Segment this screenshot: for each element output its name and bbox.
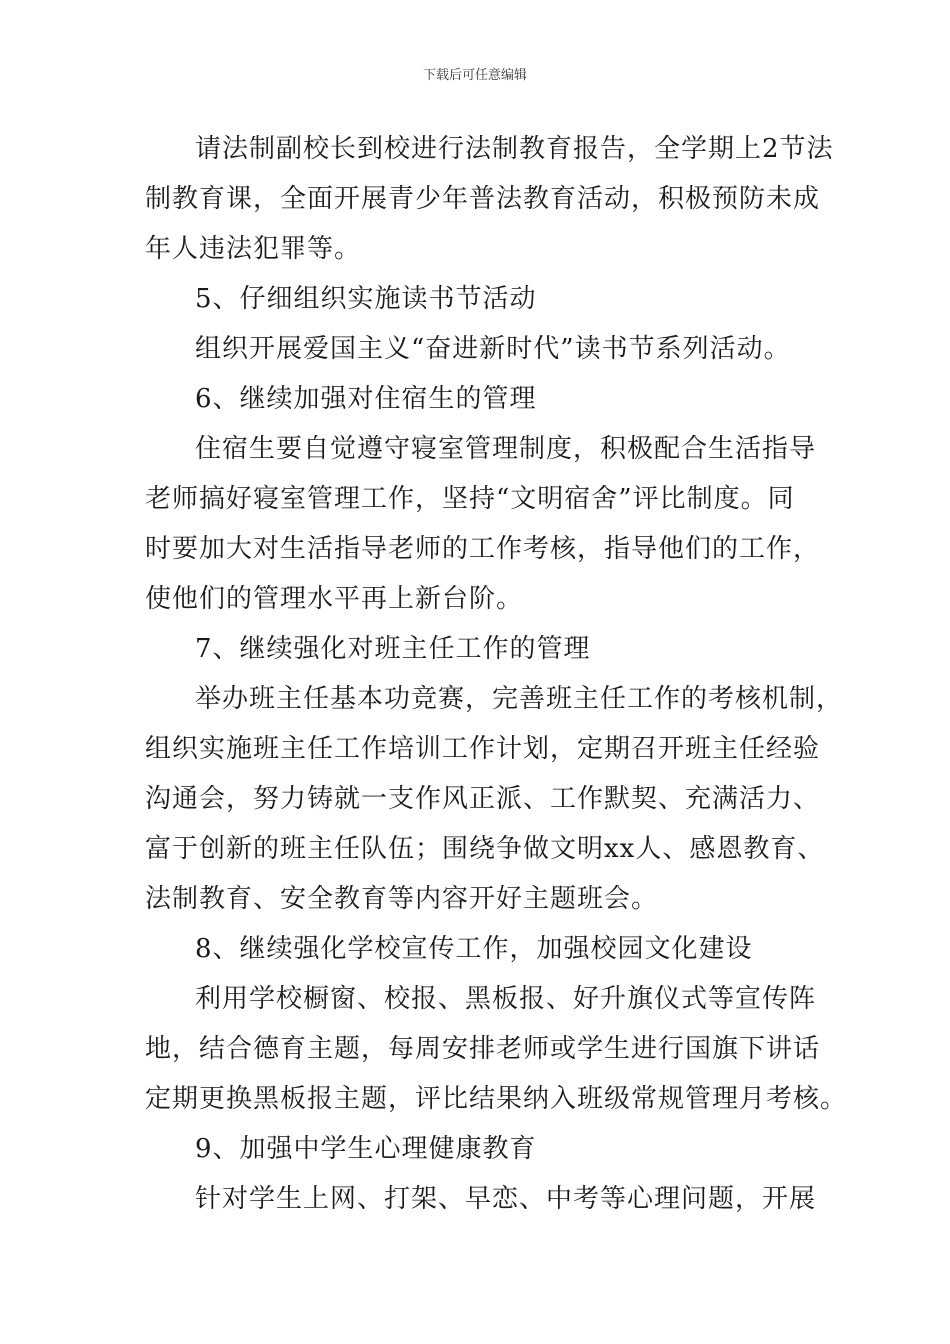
paragraph-line: 地，结合德育主题，每周安排老师或学生进行国旗下讲话 [145,1034,821,1064]
paragraph-line: 制教育课，全面开展青少年普法教育活动，积极预防未成 [145,184,821,214]
paragraph-line: 住宿生要自觉遵守寝室管理制度，积极配合生活指导 [195,434,817,464]
page-header: 下载后可任意编辑 [422,68,527,83]
paragraph-line: 法制教育、安全教育等内容开好主题班会。 [145,884,659,914]
paragraph-line: 组织开展爱国主义“奋进新时代”读书节系列活动。 [195,334,791,364]
section-heading-7: 7、继续强化对班主任工作的管理 [195,634,591,664]
document-body [145,124,848,1224]
paragraph-line: 年人违法犯罪等。 [145,234,362,264]
paragraph-line: 请法制副校长到校进行法制教育报告，全学期上2节法 [195,134,834,164]
section-heading-9: 9、加强中学生心理健康教育 [195,1134,537,1164]
paragraph-line: 组织实施班主任工作培训工作计划，定期召开班主任经验 [145,734,821,764]
section-heading-8: 8、继续强化学校宣传工作，加强校园文化建设 [195,934,753,964]
paragraph-line: 利用学校橱窗、校报、黑板报、好升旗仪式等宣传阵 [195,984,817,1014]
paragraph-line: 时要加大对生活指导老师的工作考核，指导他们的工作， [145,534,821,564]
paragraph-line: 定期更换黑板报主题，评比结果纳入班级常规管理月考核。 [145,1084,848,1114]
paragraph-line: 举办班主任基本功竞赛，完善班主任工作的考核机制， [195,684,844,714]
paragraph-line: 老师搞好寝室管理工作，坚持“文明宿舍”评比制度。同 [145,484,795,514]
paragraph-line: 富于创新的班主任队伍；围绕争做文明xx人、感恩教育、 [145,834,825,864]
section-heading-6: 6、继续加强对住宿生的管理 [195,384,537,414]
paragraph-line: 针对学生上网、打架、早恋、中考等心理问题，开展 [195,1184,817,1214]
paragraph-line: 沟通会，努力铸就一支作风正派、工作默契、充满活力、 [145,784,821,814]
paragraph-line: 使他们的管理水平再上新台阶。 [145,584,524,614]
section-heading-5: 5、仔细组织实施读书节活动 [195,284,537,314]
